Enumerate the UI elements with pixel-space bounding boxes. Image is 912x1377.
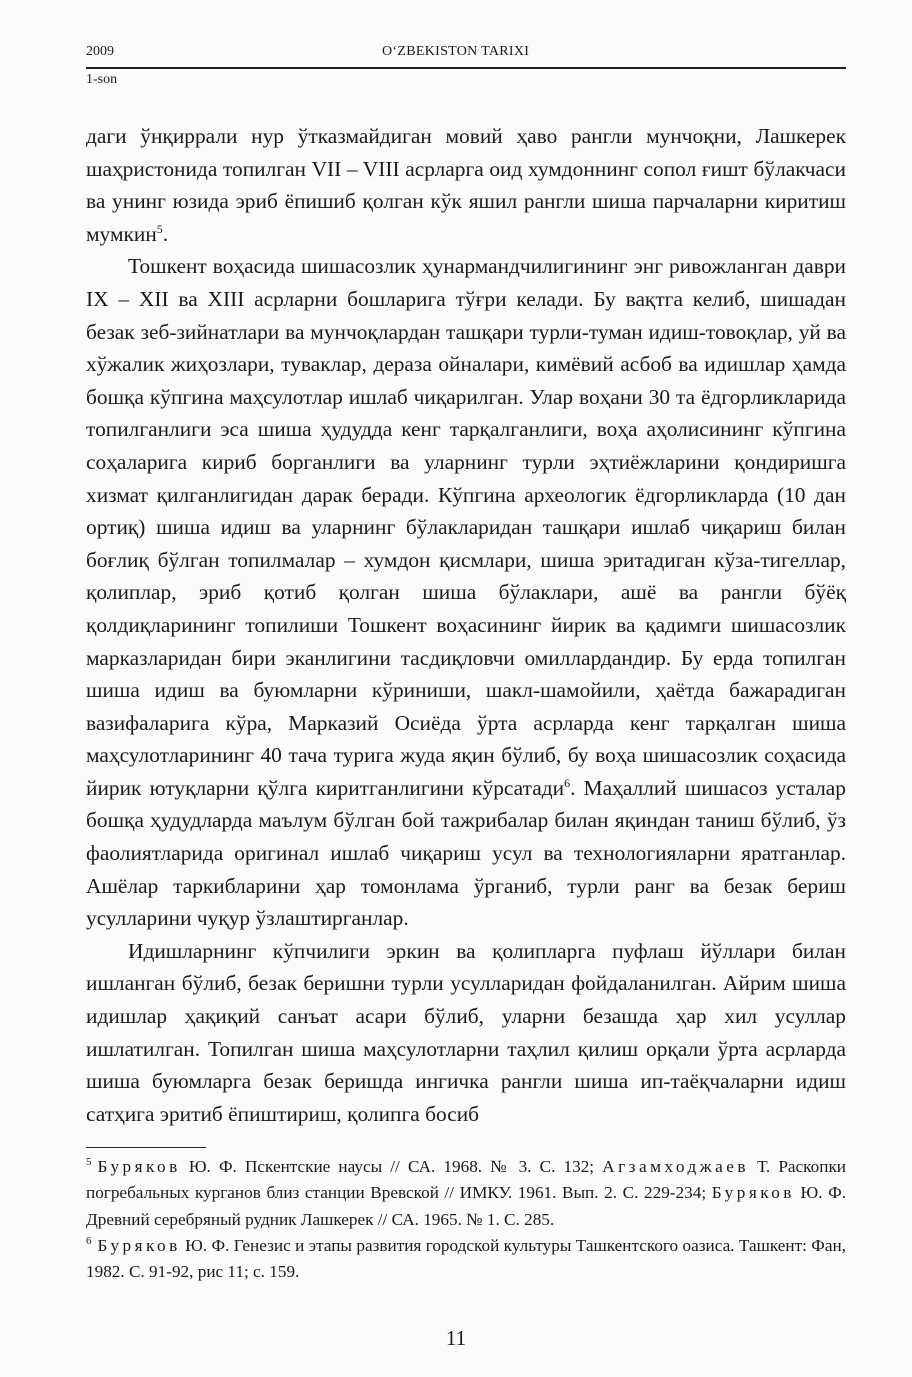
paragraph-2 (86, 250, 846, 934)
page-number: 11 (445, 1326, 467, 1350)
paragraph-3: Идишларнинг кўпчилиги эркин ва қолипларга пуфлаш йўллари билан ишланган бўлиб, безак беришни турли усулларидан фойдаланилган. Айрим шиша идишлар ҳақиқий санъат асари бўлиб, уларни безашда ҳар хил усуллар ишлатилган. Топилган шиша маҳсулотларни таҳлил қилиш орқали ўрта асрларда шиша буюмларга безак беришда ингичка рангли шиша ип-таёқчаларни идиш сатҳига эритиб ёпиштириш, қолипга босиб (86, 938, 846, 1126)
footnote-ref-5: 5 (156, 221, 163, 236)
paragraph-1 (86, 120, 846, 250)
footnote-5-author-3: Буряков (711, 1183, 795, 1203)
footnote-6-text: Ю. Ф. Генезис и этапы развития городской культуры Ташкентского оазиса. Ташкент: Фан, 1982. С. 91-92, рис 11; с. 159. (86, 1235, 846, 1282)
footnotes (86, 1154, 846, 1285)
footnote-5-author-2: Агзамходжаев (602, 1157, 750, 1176)
main-text (86, 120, 846, 1130)
paragraph-2-text: Тошкент воҳасида шишасозлик ҳунармандчилигининг энг ривожланган даври IX – XII ва XIII асрларни бошларига тўғри келади. Бу вақтга келиб, шишадан безак зеб-зийнатлари ва мунчоқлардан ташқари турли-туман идиш-товоқлар, уй ва хўжалик жиҳозлари, туваклар, дераза ойналари, кимёвий асбоб ва идишлар ҳамда бошқа кўпгина маҳсулотлар ишлаб чиқарилган. Улар воҳани 30 та ёдгорликларида топилганлиги эса шиша ҳудудда кенг тарқалганлиги, воҳа аҳолисининг кўпгина соҳаларига кириб борганлиги ва уларнинг турли эҳтиёжларини қондиришга хизмат қилганлигидан дарак беради. Кўпгина археологик ёдгорликларда (10 дан ортиқ) шиша идиш ва уларнинг бўлакларидан ташқари ишлаб чиқариш билан боғлиқ бўлган топилмалар – хумдон қисмлари, шиша эритадиган кўза-тигеллар, қолиплар, эриб қотиб қолган шиша бўлаклари, ашё ва рангли бўёқ қолдиқларининг топилиши Тошкент воҳасининг йирик ва қадимги шишасозлик марказларидан бири эканлигини тасдиқловчи омиллардандир. Бу ерда топилган шиша идиш ва буюмларни кўриниши, шакл-шамойили, ҳаётда бажарадиган вазифаларига кўра, Марказий Осиёда ўрта асрларда кенг тарқалган шиша маҳсулотларининг 40 тача турига жуда яқин бўлиб, бу воҳа шишасозлик соҳасида йирик ютуқларни қўлга киритганлигини кўрсатади (86, 254, 846, 800)
header-year: 2009 (86, 44, 114, 59)
footnote-separator (86, 1147, 206, 1148)
footnote-5-number: 5 (86, 1156, 92, 1169)
paragraph-1-end: . (162, 221, 169, 246)
footnote-6-author: Буряков (97, 1235, 181, 1255)
paragraph-1-text: даги ўнқиррали нур ўтказмайдиган мовий ҳаво рангли мунчоқни, Лашкерек шаҳристонида топилган VII – VIII асрларга оид хумдоннинг сопол ғишт бўлакчаси ва унинг юзида эриб ёпишиб қолган кўк яшил рангли шиша парчаларни киритиш мумкин (86, 124, 846, 246)
footnote-6-number: 6 (86, 1235, 92, 1248)
paragraph-2-rest: . Маҳаллий шишасоз усталар бошқа ҳудудларда маълум бўлган бой тажрибалар билан яқиндан таниш бўлиб, ўз фаолиятларида оригинал ишлаб чиқариш усул ва технологияларни яратганлар. Ашёлар таркибларини ҳар томонлама ўрганиб, турли ранг ва безак бериш усулларини чуқур ўзлаштирганлар. (86, 775, 847, 931)
footnote-ref-6: 6 (564, 775, 571, 790)
footnote-6 (86, 1233, 846, 1286)
running-header (86, 44, 846, 90)
header-rule (86, 67, 846, 69)
footnote-5-author-1: Буряков (97, 1157, 181, 1176)
header-journal-title: O‘ZBEKISTON TARIXI (382, 44, 530, 59)
footnote-5-text-2: Т. Раскопки погребальных курганов близ станции Вревской // ИМКУ. 1961. Вып. 2. С. 229-234; (86, 1157, 846, 1203)
footnote-5-text-3: Ю. Ф. Древний серебряный рудник Лашкерек // СА. 1965. № 1. С. 285. (86, 1183, 846, 1229)
header-issue: 1-son (86, 72, 118, 87)
footnote-5 (86, 1154, 846, 1233)
footnote-5-text-1: Ю. Ф. Пскентские наусы // СА. 1968. № 3. С. 132; (180, 1157, 603, 1176)
